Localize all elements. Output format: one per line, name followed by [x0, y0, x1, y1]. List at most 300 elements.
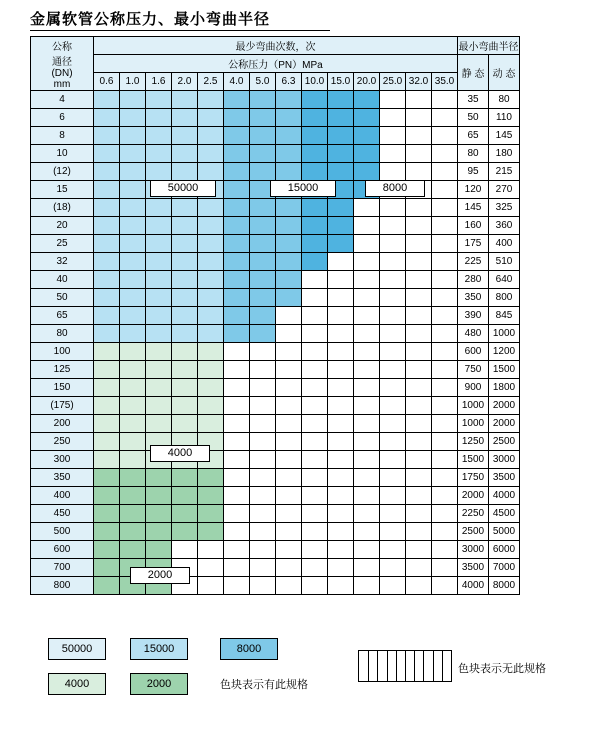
cell-available — [120, 127, 146, 145]
cell-available — [276, 127, 302, 145]
cell-unavailable — [302, 361, 328, 379]
cell-available — [172, 253, 198, 271]
cell-unavailable — [328, 541, 354, 559]
table-row — [31, 235, 520, 253]
dynamic-radius-cell: 1800 — [489, 379, 520, 397]
cell-unavailable — [250, 469, 276, 487]
cell-unavailable — [432, 559, 458, 577]
cell-available — [250, 145, 276, 163]
table-body — [31, 91, 520, 595]
cell-unavailable — [302, 559, 328, 577]
cell-available — [120, 379, 146, 397]
cell-unavailable — [432, 127, 458, 145]
dynamic-radius-cell: 325 — [489, 199, 520, 217]
cell-available — [354, 163, 380, 181]
cell-available — [94, 523, 120, 541]
title-underline — [30, 30, 330, 31]
cell-available — [354, 109, 380, 127]
cell-available — [354, 91, 380, 109]
table-row — [31, 307, 520, 325]
cell-unavailable — [276, 541, 302, 559]
cell-unavailable — [302, 577, 328, 595]
cell-unavailable — [380, 343, 406, 361]
overlay-value-label: 8000 — [365, 180, 425, 197]
cell-unavailable — [302, 271, 328, 289]
cell-unavailable — [432, 163, 458, 181]
cell-unavailable — [302, 379, 328, 397]
cell-unavailable — [328, 487, 354, 505]
cell-available — [328, 199, 354, 217]
cell-available — [224, 145, 250, 163]
cell-available — [198, 145, 224, 163]
cell-unavailable — [328, 253, 354, 271]
cell-unavailable — [406, 307, 432, 325]
cell-unavailable — [380, 235, 406, 253]
cell-unavailable — [250, 541, 276, 559]
dynamic-radius-cell: 145 — [489, 127, 520, 145]
cell-unavailable — [250, 487, 276, 505]
cell-unavailable — [406, 361, 432, 379]
static-radius-cell: 1750 — [458, 469, 489, 487]
row-dn-cell: 800 — [31, 577, 94, 595]
cell-unavailable — [328, 289, 354, 307]
cell-unavailable — [224, 415, 250, 433]
pn-column-header: 2.0 — [172, 73, 198, 91]
static-radius-cell: 900 — [458, 379, 489, 397]
cell-unavailable — [276, 469, 302, 487]
cell-available — [120, 469, 146, 487]
table-row — [31, 577, 520, 595]
cell-unavailable — [354, 289, 380, 307]
cell-available — [94, 289, 120, 307]
cell-available — [198, 487, 224, 505]
static-radius-cell: 1250 — [458, 433, 489, 451]
cell-unavailable — [198, 559, 224, 577]
cell-unavailable — [224, 361, 250, 379]
cell-unavailable — [432, 271, 458, 289]
table-row — [31, 199, 520, 217]
row-dn-cell: 450 — [31, 505, 94, 523]
cell-available — [224, 307, 250, 325]
cell-unavailable — [328, 307, 354, 325]
cell-available — [198, 325, 224, 343]
cell-available — [302, 91, 328, 109]
overlay-value-label: 4000 — [150, 445, 210, 462]
cell-available — [172, 343, 198, 361]
cell-unavailable — [432, 433, 458, 451]
cell-available — [120, 361, 146, 379]
cell-unavailable — [250, 505, 276, 523]
cell-unavailable — [380, 253, 406, 271]
row-dn-cell: 4 — [31, 91, 94, 109]
dynamic-radius-cell: 2000 — [489, 397, 520, 415]
hatch-line — [368, 651, 369, 681]
cell-available — [250, 163, 276, 181]
cell-unavailable — [328, 577, 354, 595]
dynamic-radius-cell: 400 — [489, 235, 520, 253]
cell-available — [276, 235, 302, 253]
pn-column-header: 10.0 — [302, 73, 328, 91]
pn-column-header: 1.0 — [120, 73, 146, 91]
cell-unavailable — [406, 127, 432, 145]
row-dn-cell: 20 — [31, 217, 94, 235]
cell-unavailable — [406, 235, 432, 253]
cell-available — [94, 235, 120, 253]
row-dn-cell: 600 — [31, 541, 94, 559]
cell-unavailable — [224, 523, 250, 541]
cell-unavailable — [250, 577, 276, 595]
cell-unavailable — [328, 469, 354, 487]
table-row — [31, 163, 520, 181]
cell-available — [276, 91, 302, 109]
cell-available — [250, 199, 276, 217]
cell-unavailable — [276, 559, 302, 577]
cell-unavailable — [302, 325, 328, 343]
cell-available — [120, 163, 146, 181]
cell-available — [94, 271, 120, 289]
dynamic-radius-cell: 4000 — [489, 487, 520, 505]
cell-available — [198, 235, 224, 253]
cell-available — [120, 325, 146, 343]
cell-unavailable — [380, 487, 406, 505]
dynamic-radius-cell: 1000 — [489, 325, 520, 343]
cell-available — [146, 415, 172, 433]
cell-unavailable — [302, 307, 328, 325]
cell-available — [250, 235, 276, 253]
cell-available — [198, 91, 224, 109]
cell-available — [172, 199, 198, 217]
bend-count-header: 最少弯曲次数，次 — [94, 37, 458, 55]
overlay-value-label: 2000 — [130, 567, 190, 584]
cell-available — [302, 235, 328, 253]
cell-available — [250, 91, 276, 109]
cell-unavailable — [406, 523, 432, 541]
pn-header: 公称压力（PN）MPa — [94, 55, 458, 73]
cell-available — [276, 163, 302, 181]
cell-unavailable — [432, 253, 458, 271]
cell-unavailable — [276, 487, 302, 505]
cell-unavailable — [250, 451, 276, 469]
cell-unavailable — [224, 559, 250, 577]
table-row — [31, 217, 520, 235]
cell-available — [172, 307, 198, 325]
cell-available — [94, 199, 120, 217]
row-dn-cell: 350 — [31, 469, 94, 487]
static-radius-cell: 600 — [458, 343, 489, 361]
dynamic-radius-cell: 4500 — [489, 505, 520, 523]
static-radius-cell: 160 — [458, 217, 489, 235]
cell-unavailable — [276, 577, 302, 595]
cell-available — [146, 289, 172, 307]
cell-available — [198, 127, 224, 145]
cell-unavailable — [380, 451, 406, 469]
cell-available — [94, 217, 120, 235]
cell-available — [146, 397, 172, 415]
cell-available — [224, 235, 250, 253]
cell-available — [172, 217, 198, 235]
cell-unavailable — [302, 487, 328, 505]
cell-unavailable — [172, 541, 198, 559]
cell-unavailable — [354, 379, 380, 397]
legend-swatch: 2000 — [130, 673, 188, 695]
pn-column-header: 35.0 — [432, 73, 458, 91]
cell-available — [120, 307, 146, 325]
cell-available — [224, 91, 250, 109]
cell-unavailable — [354, 307, 380, 325]
cell-available — [172, 397, 198, 415]
cell-available — [198, 199, 224, 217]
cell-available — [94, 451, 120, 469]
cell-unavailable — [432, 325, 458, 343]
cell-available — [94, 379, 120, 397]
dn-header-line-4: mm — [53, 78, 71, 90]
cell-unavailable — [354, 469, 380, 487]
cell-available — [94, 145, 120, 163]
cell-available — [172, 163, 198, 181]
cell-unavailable — [354, 541, 380, 559]
static-radius-cell: 65 — [458, 127, 489, 145]
table-row — [31, 145, 520, 163]
cell-available — [172, 469, 198, 487]
cell-unavailable — [432, 379, 458, 397]
cell-unavailable — [406, 559, 432, 577]
legend-color-note: 色块表示有此规格 — [220, 679, 308, 691]
cell-available — [120, 253, 146, 271]
cell-unavailable — [432, 577, 458, 595]
cell-available — [224, 163, 250, 181]
cell-available — [94, 577, 120, 595]
row-dn-cell: 15 — [31, 181, 94, 199]
cell-available — [120, 451, 146, 469]
table-row — [31, 433, 520, 451]
table-header — [31, 37, 520, 91]
cell-unavailable — [250, 415, 276, 433]
hatch-line — [377, 651, 378, 681]
cell-unavailable — [406, 199, 432, 217]
cell-unavailable — [432, 307, 458, 325]
cell-available — [172, 235, 198, 253]
overlay-value-label: 50000 — [150, 180, 216, 197]
row-dn-cell: 50 — [31, 289, 94, 307]
cell-unavailable — [380, 559, 406, 577]
table-row — [31, 559, 520, 577]
cell-available — [94, 181, 120, 199]
row-dn-cell: 40 — [31, 271, 94, 289]
dynamic-radius-cell: 3000 — [489, 451, 520, 469]
cell-unavailable — [224, 577, 250, 595]
cell-unavailable — [328, 361, 354, 379]
cell-unavailable — [380, 361, 406, 379]
cell-available — [94, 361, 120, 379]
cell-unavailable — [406, 577, 432, 595]
cell-available — [120, 181, 146, 199]
hatch-line — [396, 651, 397, 681]
cell-unavailable — [354, 451, 380, 469]
dynamic-radius-cell: 80 — [489, 91, 520, 109]
static-radius-cell: 145 — [458, 199, 489, 217]
cell-available — [94, 541, 120, 559]
row-dn-cell: 65 — [31, 307, 94, 325]
cell-unavailable — [380, 145, 406, 163]
cell-available — [302, 253, 328, 271]
table-row — [31, 325, 520, 343]
cell-unavailable — [276, 379, 302, 397]
dynamic-radius-cell: 215 — [489, 163, 520, 181]
row-dn-cell: 250 — [31, 433, 94, 451]
cell-unavailable — [432, 343, 458, 361]
cell-available — [94, 91, 120, 109]
cell-unavailable — [432, 181, 458, 199]
cell-unavailable — [380, 433, 406, 451]
cell-unavailable — [224, 433, 250, 451]
radius-header: 最小弯曲半径 — [458, 37, 520, 55]
cell-available — [198, 505, 224, 523]
cell-unavailable — [328, 271, 354, 289]
pn-column-header: 25.0 — [380, 73, 406, 91]
static-radius-cell: 480 — [458, 325, 489, 343]
cell-unavailable — [432, 109, 458, 127]
cell-available — [146, 217, 172, 235]
row-dn-cell: 200 — [31, 415, 94, 433]
cell-available — [172, 91, 198, 109]
cell-available — [198, 343, 224, 361]
cell-unavailable — [354, 415, 380, 433]
dynamic-radius-cell: 360 — [489, 217, 520, 235]
static-radius-cell: 1000 — [458, 415, 489, 433]
hatch-line — [442, 651, 443, 681]
cell-unavailable — [328, 343, 354, 361]
pn-column-header: 4.0 — [224, 73, 250, 91]
cell-unavailable — [406, 487, 432, 505]
cell-available — [94, 127, 120, 145]
cell-available — [198, 397, 224, 415]
dynamic-radius-cell: 510 — [489, 253, 520, 271]
cell-unavailable — [406, 433, 432, 451]
static-radius-cell: 80 — [458, 145, 489, 163]
cell-unavailable — [380, 415, 406, 433]
cell-available — [94, 109, 120, 127]
cell-available — [146, 271, 172, 289]
cell-unavailable — [432, 451, 458, 469]
overlay-value-label: 15000 — [270, 180, 336, 197]
dynamic-radius-cell: 110 — [489, 109, 520, 127]
cell-unavailable — [380, 127, 406, 145]
cell-unavailable — [328, 397, 354, 415]
cell-available — [146, 541, 172, 559]
cell-available — [354, 145, 380, 163]
cell-available — [276, 253, 302, 271]
cell-available — [120, 91, 146, 109]
table-row — [31, 127, 520, 145]
dynamic-radius-cell: 180 — [489, 145, 520, 163]
cell-available — [94, 343, 120, 361]
cell-available — [250, 289, 276, 307]
cell-unavailable — [250, 361, 276, 379]
cell-unavailable — [354, 505, 380, 523]
cell-unavailable — [276, 325, 302, 343]
table-row — [31, 91, 520, 109]
row-dn-cell: (175) — [31, 397, 94, 415]
cell-available — [276, 289, 302, 307]
static-radius-cell: 50 — [458, 109, 489, 127]
cell-unavailable — [328, 451, 354, 469]
cell-available — [146, 253, 172, 271]
dynamic-radius-cell: 1500 — [489, 361, 520, 379]
cell-unavailable — [380, 379, 406, 397]
cell-unavailable — [224, 505, 250, 523]
cell-unavailable — [432, 91, 458, 109]
cell-available — [276, 199, 302, 217]
cell-available — [94, 433, 120, 451]
cell-unavailable — [328, 523, 354, 541]
static-radius-cell: 3000 — [458, 541, 489, 559]
cell-unavailable — [354, 487, 380, 505]
cell-unavailable — [432, 361, 458, 379]
dynamic-radius-cell: 7000 — [489, 559, 520, 577]
cell-unavailable — [354, 523, 380, 541]
static-radius-cell: 3500 — [458, 559, 489, 577]
cell-unavailable — [276, 523, 302, 541]
row-dn-cell: 8 — [31, 127, 94, 145]
cell-available — [354, 127, 380, 145]
table-row — [31, 379, 520, 397]
cell-unavailable — [354, 235, 380, 253]
static-radius-cell: 4000 — [458, 577, 489, 595]
cell-unavailable — [380, 199, 406, 217]
legend-swatch: 50000 — [48, 638, 106, 660]
cell-unavailable — [198, 541, 224, 559]
cell-available — [94, 487, 120, 505]
cell-available — [198, 379, 224, 397]
cell-available — [224, 325, 250, 343]
cell-available — [276, 217, 302, 235]
cell-unavailable — [406, 109, 432, 127]
cell-available — [172, 415, 198, 433]
hatch-line — [414, 651, 415, 681]
dynamic-header: 动 态 — [489, 55, 520, 91]
dynamic-radius-cell: 5000 — [489, 523, 520, 541]
cell-available — [94, 415, 120, 433]
table-row — [31, 343, 520, 361]
cell-unavailable — [302, 415, 328, 433]
header-row-1 — [31, 37, 520, 55]
table-row — [31, 397, 520, 415]
static-radius-cell: 750 — [458, 361, 489, 379]
cell-available — [250, 253, 276, 271]
table-row — [31, 523, 520, 541]
cell-available — [120, 541, 146, 559]
cell-unavailable — [302, 541, 328, 559]
pn-column-header: 2.5 — [198, 73, 224, 91]
cell-unavailable — [432, 235, 458, 253]
dn-header-line-1: 公称 — [52, 41, 72, 53]
dynamic-radius-cell: 270 — [489, 181, 520, 199]
cell-available — [146, 145, 172, 163]
pn-column-header: 6.3 — [276, 73, 302, 91]
dynamic-radius-cell: 6000 — [489, 541, 520, 559]
cell-available — [224, 127, 250, 145]
table-row — [31, 253, 520, 271]
cell-unavailable — [406, 541, 432, 559]
table-row — [31, 469, 520, 487]
cell-unavailable — [328, 415, 354, 433]
cell-available — [172, 379, 198, 397]
cell-unavailable — [276, 415, 302, 433]
cell-available — [250, 325, 276, 343]
table-row — [31, 109, 520, 127]
cell-unavailable — [380, 325, 406, 343]
row-dn-cell: 300 — [31, 451, 94, 469]
